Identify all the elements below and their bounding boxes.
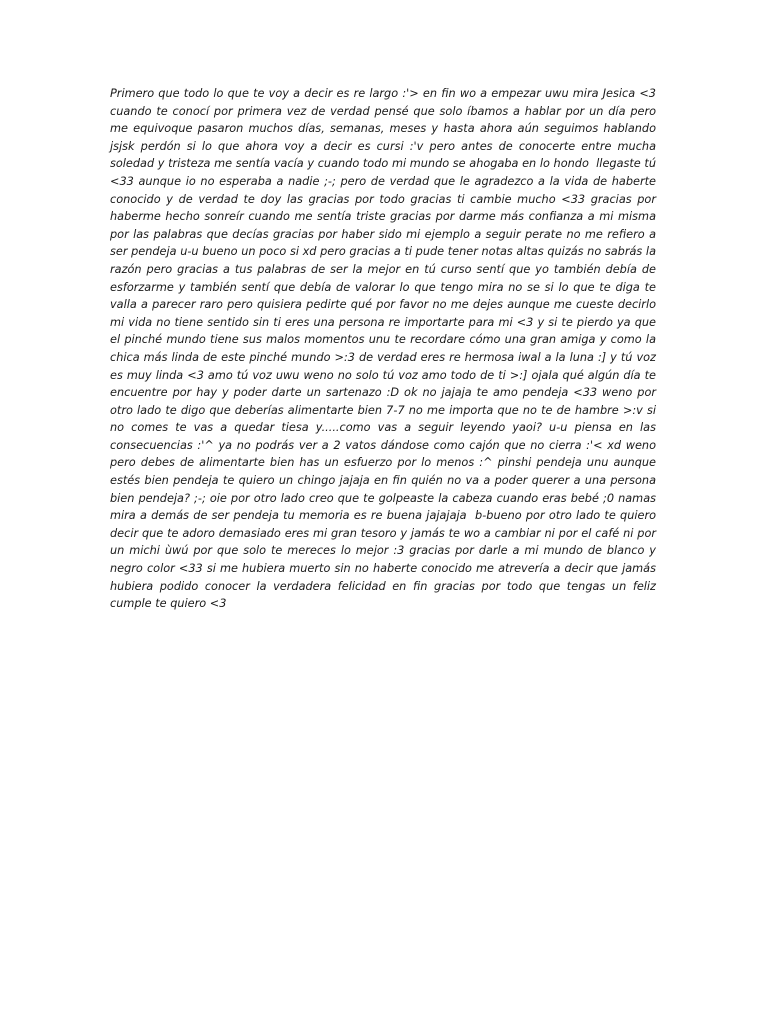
letter-body-text: Primero que todo lo que te voy a decir es re largo :'> en fin wo a empezar uwu mira Jesica <3 cuando te conocí por primera vez de verdad pensé que solo íbamos a hablar por un día pero me equivoque pasaron muchos días, semanas, meses y hasta ahora aún seguimos hablando jsjsk perdón si lo que ahora voy a decir es cursi :'v pero antes de conocerte entre mucha soledad y tristeza me sentía vacía y cuando todo mi mundo se ahogaba en lo hondo llegaste tú <33 aunque io no esperaba a nadie ;-; pero de verdad que le agradezco a la vida de haberte conocido y de verdad te doy las gracias por todo gracias ti cambie mucho <33 gracias por haberme hecho sonreír cuando me sentía triste gracias por darme más confianza a mi misma por las palabras que decías gracias por haber sido mi ejemplo a seguir perate no me refiero a ser pendeja u-u bueno un poco si xd pero gracias a ti pude tener notas altas quizás no sabrás la razón pero gracias a tus palabras de ser la mejor en tú curso sentí que yo también debía de esforzarme y también sentí que debía de valorar lo que tengo mira no se si lo que te diga te valla a parecer raro pero quisiera pedirte qué por favor no me dejes aunque me cueste decirlo mi vida no tiene sentido sin ti eres una persona re importarte para mi <3 y si te pierdo ya que el pinché mundo tiene sus malos momentos unu te recordare cómo una gran amiga y como la chica más linda de este pinché mundo >:3 de verdad eres re hermosa iwal a la luna :] y tú voz es muy linda <3 amo tú voz uwu weno no solo tú voz amo todo de ti >:] ojala qué algún día te encuentre por hay y poder darte un sartenazo :D ok no jajaja te amo pendeja <33 weno por otro lado te digo que deberías alimentarte bien 7-7 no me importa que no te de hambre >:v si no comes te vas a quedar tiesa y.....como vas a seguir leyendo yaoi? u-u piensa en las consecuencias :'^ ya no podrás ver a 2 vatos dándose como cajón que no cierra :'< xd weno pero debes de alimentarte bien has un esfuerzo por lo menos :^ pinshi pendeja unu aunque estés bien pendeja te quiero un chingo jajaja en fin quién no va a poder querer a una persona bien pendeja? ;-; oie por otro lado creo que te golpeaste la cabeza cuando eras bebé ;0 namas mira a demás de ser pendeja tu memoria es re buena jajajaja b-bueno por otro lado te quiero decir que te adoro demasiado eres mi gran tesoro y jamás te wo a cambiar ni por el café ni por un michi ùwú por que solo te mereces lo mejor :3 gracias por darle a mi mundo de blanco y negro color <33 si me hubiera muerto sin no haberte conocido me atrevería a decir que jamás hubiera podido conocer la verdadera felicidad en fin gracias por todo que tengas un feliz cumple te quiero <3 (110, 87, 660, 611)
